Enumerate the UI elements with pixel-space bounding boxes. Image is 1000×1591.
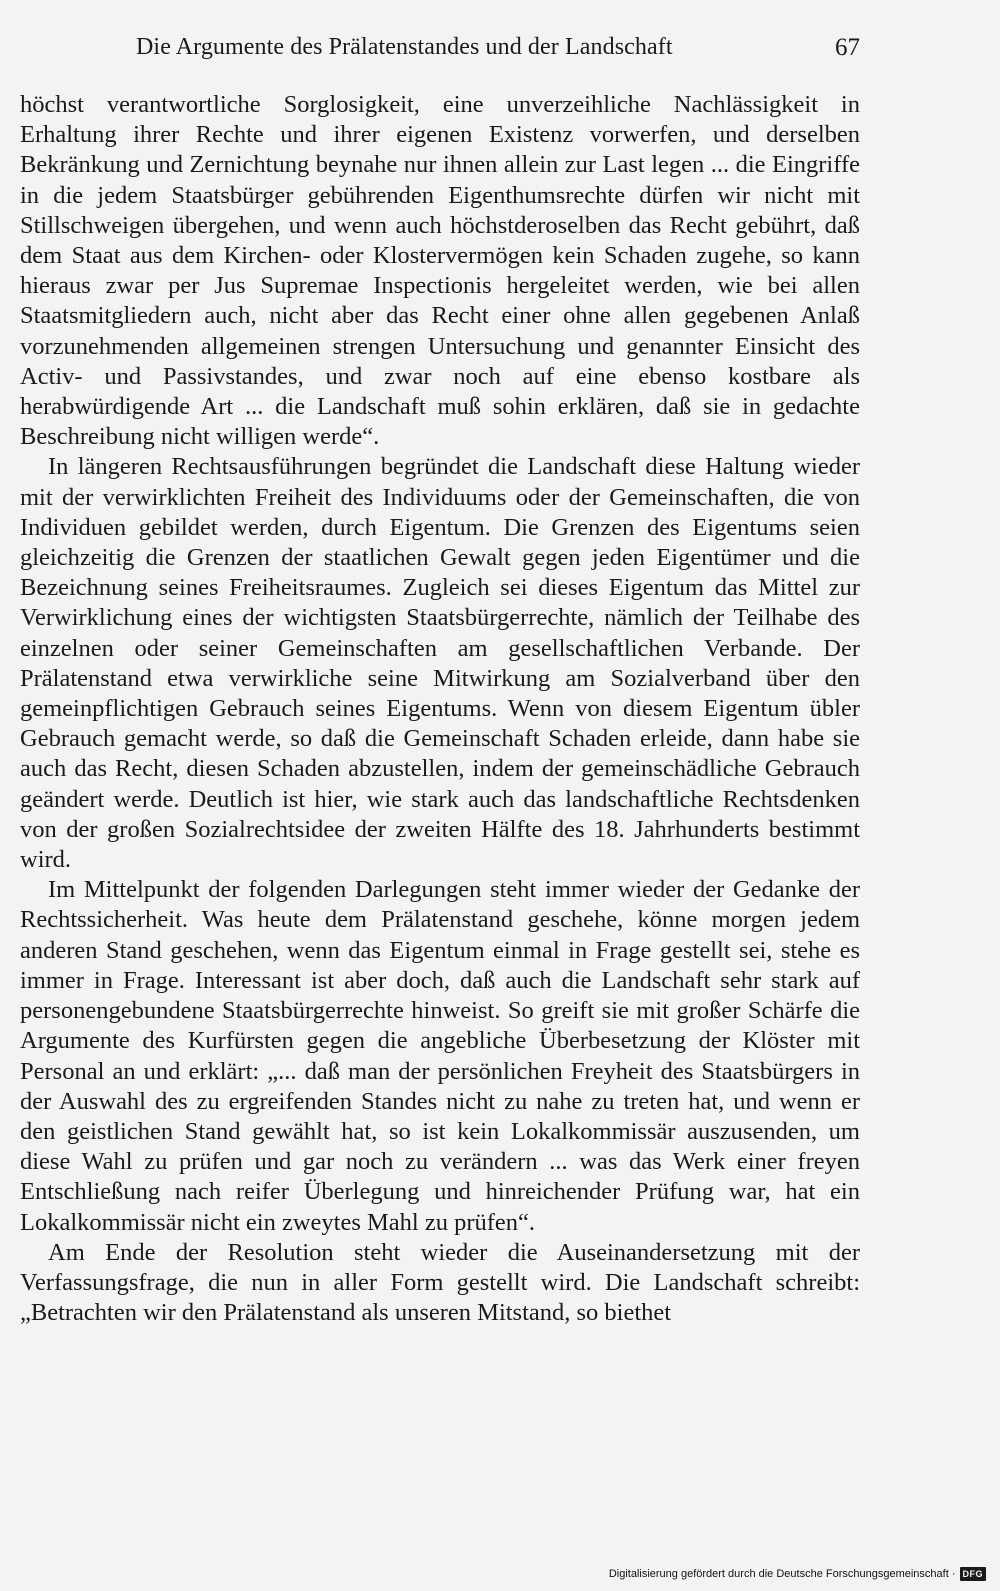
paragraph-continued: höchst verantwortliche Sorglosigkeit, eine unverzeihliche Nachlässigkeit in Erhaltung ihrer Rechte und ihrer eigenen Existenz vorwerfen, und derselben Bekränkung und Zernichtung beynahe nur ihnen allein zur Last legen ... die Eingriffe in die jedem Staatsbürger gebührenden Eigenthumsrechte dürfen wir nicht mit Stillschweigen übergehen, und wenn auch höchstderoselben das Recht gebührt, daß dem Staat aus dem Kirchen- oder Klostervermögen kein Schaden zugehe, so kann hieraus zwar per Jus Supremae Inspectionis hergeleitet werden, wie bei allen Staatsmitgliedern auch, nicht aber das Recht einer ohne allen gegebenen Anlaß vorzunehmenden allgemeinen strengen Untersuchung und genannter Einsicht des Activ- und Passivstandes, und zwar noch auf eine ebenso kostbare als herabwürdigende Art ... die Landschaft muß sohin erklären, daß sie in gedachte Beschreibung nicht willigen werde“.: [20, 91, 860, 451]
running-head: [20, 34, 860, 74]
paragraph: Im Mittelpunkt der folgenden Darlegungen steht immer wieder der Gedanke der Rechtssicherheit. Was heute dem Prälatenstand geschehe, könne morgen jedem anderen Stand geschehen, wenn das Eigentum einmal in Frage gestellt sei, stehe es immer in Frage. Interessant ist aber doch, daß auch die Landschaft sehr stark auf personengebundene Staatsbürgerrechte hinweist. So greift sie mit großer Schärfe die Argumente des Kurfürsten gegen die angebliche Überbesetzung der Klöster mit Personal an und erklärt: „... daß man der persönlichen Freyheit des Staatsbürgers in der Auswahl des zu ergreifenden Standes nicht zu nahe zu treten hat, und wenn er den geistlichen Stand gewählt hat, so ist kein Lokalkommissär auszusenden, um diese Wahl zu prüfen und gar noch zu verändern ... was das Werk einer freyen Entschließung nach reifer Überlegung und hinreichender Prüfung war, hat ein Lokalkommissär nicht ein zweytes Mahl zu prüfen“.: [20, 876, 860, 1236]
footer-credit: Digitalisierung gefördert durch die Deutsche Forschungsgemeinschaft ·: [608, 1568, 956, 1580]
body-text: [20, 90, 860, 1328]
paragraph: In längeren Rechtsausführungen begründet die Landschaft diese Haltung wieder mit der verwirklichten Freiheit des Individuums oder der Gemeinschaften, die von Individuen gebildet werden, durch Eigentum. Die Grenzen des Eigentums seien gleichzeitig die Grenzen der staatlichen Gewalt gegen jeden Eigentümer und die Bezeichnung seines Freiheitsraumes. Zugleich sei dieses Eigentum das Mittel zur Verwirklichung eines der wichtigsten Staatsbürgerrechte, nämlich der Teilhabe des einzelnen oder seiner Gemeinschaften am gesellschaftlichen Verbande. Der Prälatenstand etwa verwirkliche seine Mitwirkung am Sozialverband über den gemeinpflichtigen Gebrauch seines Eigentums. Wenn von diesem Eigentum übler Gebrauch gemacht werde, so daß die Gemeinschaft Schaden erleide, dann habe sie auch das Recht, diesen Schaden abzustellen, indem der gemeinschädliche Gebrauch geändert werde. Deutlich ist hier, wie stark auch das landschaftliche Rechtsdenken von der großen Sozialrechtsidee der zweiten Hälfte des 18. Jahrhunderts bestimmt wird.: [20, 453, 860, 874]
dfg-logo-icon: DFG: [960, 1567, 987, 1581]
digitization-footer: [609, 1565, 986, 1583]
page-number: 67: [835, 34, 860, 61]
running-title: Die Argumente des Prälatenstandes und der Landschaft: [136, 34, 673, 60]
paragraph: Am Ende der Resolution steht wieder die Auseinandersetzung mit der Verfassungsfrage, die nun in aller Form gestellt wird. Die Landschaft schreibt: „Betrachten wir den Prälatenstand als unseren Mitstand, so biethet: [20, 1238, 860, 1327]
